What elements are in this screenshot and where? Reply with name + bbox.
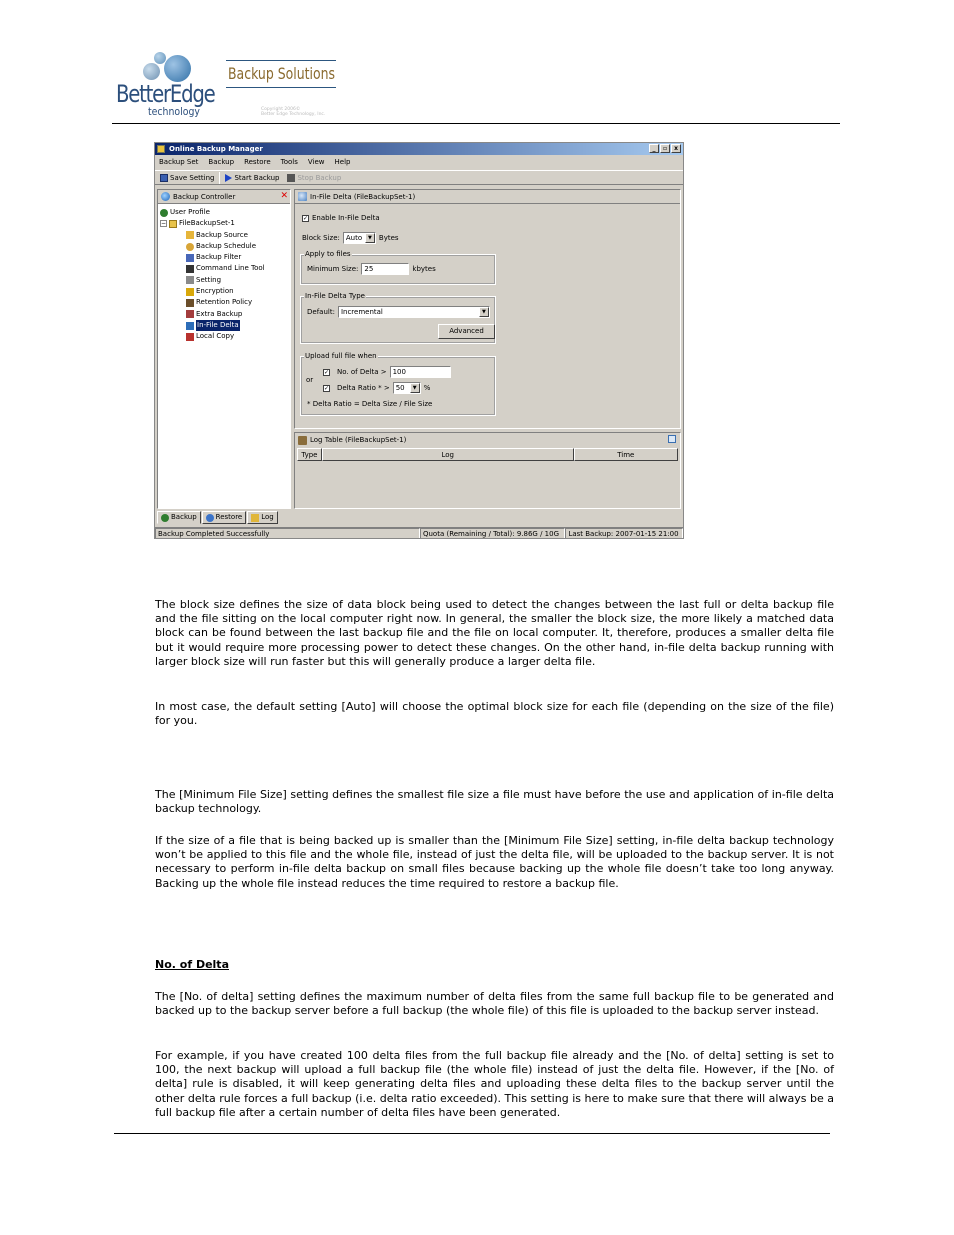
close-button[interactable]: x <box>671 144 681 153</box>
paragraph-default-auto: In most case, the default setting [Auto] will choose the optimal block size for each file (depending on the size of the file) for you. <box>155 700 834 728</box>
restore-tab-icon <box>206 514 214 522</box>
window-controls <box>649 144 681 153</box>
copyright: Copyright 2006© Better Edge Technology, Inc. <box>261 107 326 117</box>
upload-full-file-group: Upload full file when ✓ No. of Delta > 100 or ✓ Delta Ratio * > 50 ▼ % * Delta Ratio = Delta Size / File Size <box>300 356 496 416</box>
no-of-delta-checkbox[interactable]: ✓ <box>324 368 330 376</box>
toolbar <box>155 170 683 185</box>
bottom-tabs <box>157 511 278 524</box>
backup-manager-window <box>154 142 684 539</box>
column-header-type[interactable]: Type <box>297 448 322 461</box>
extra-backup-icon <box>186 310 194 318</box>
tree-item-filebackupset[interactable]: − FileBackupSet-1 <box>161 219 235 228</box>
folder-icon <box>169 220 177 228</box>
globe-icon <box>161 192 170 201</box>
tree-item-command-line-tool[interactable]: Command Line Tool <box>158 263 290 274</box>
panel-header <box>295 190 680 204</box>
command-line-icon <box>186 265 194 273</box>
status-last-backup: Last Backup: 2007-01-15 21:00 <box>565 528 683 539</box>
tree-item-extra-backup[interactable]: Extra Backup <box>158 309 290 320</box>
column-header-log[interactable]: Log <box>322 448 574 461</box>
paragraph-no-of-delta: The [No. of delta] setting defines the maximum number of delta files from the same full backup file to be generated and backed up to the backup server before a full backup (the whole file) of this file is uploaded to the backup server instead. <box>155 990 834 1018</box>
delta-ratio-checkbox[interactable]: ✓ <box>324 384 330 392</box>
panel-title: Backup Controller <box>173 192 236 201</box>
status-quota: Quota (Remaining / Total): 9.86G / 10G <box>420 528 565 539</box>
schedule-icon <box>186 243 194 251</box>
status-message: Backup Completed Successfully <box>155 528 420 539</box>
menu-backup-set[interactable]: Backup Set <box>159 158 199 166</box>
refresh-icon[interactable] <box>668 435 676 443</box>
user-icon <box>160 209 168 217</box>
paragraph-example: For example, if you have created 100 delta files from the full backup file already and the [No. of delta] setting is set to 100, the next backup will upload a full backup file (the whole file) instead of just the delta file. However, if the [No. of delta] rule is disabled, it will keep generating delta files and uploading these delta files to the backup server until the other delta rule forces a full backup (i.e. delta ratio exceeded). This setting is here to make sure that there will always be a full backup file after a certain number of delta files have been generated. <box>155 1049 834 1119</box>
block-size-row: Block Size: Auto ▼ Bytes <box>302 234 399 242</box>
encryption-icon <box>186 288 194 296</box>
chevron-down-icon: ▼ <box>479 307 489 317</box>
tree-item-in-file-delta[interactable]: In-File Delta <box>158 320 290 331</box>
menu-help[interactable]: Help <box>334 158 351 166</box>
menu-tools[interactable]: Tools <box>280 158 298 166</box>
company-logo <box>114 52 344 122</box>
stop-icon <box>287 174 295 182</box>
logo-dot-icon <box>164 55 191 82</box>
header-divider <box>112 123 840 124</box>
tree-item-setting[interactable]: Setting <box>158 275 290 286</box>
maximize-button[interactable]: ▫ <box>660 144 670 153</box>
menu-view[interactable]: View <box>307 158 325 166</box>
filter-icon <box>186 254 194 262</box>
or-label: or <box>306 376 314 384</box>
tab-backup[interactable]: Backup <box>157 511 201 524</box>
enable-delta-row: ✓ Enable In-File Delta <box>303 214 380 222</box>
tagline: Backup Solutions <box>228 64 336 83</box>
chevron-down-icon: ▼ <box>410 383 420 393</box>
close-panel-icon[interactable]: ✕ <box>280 191 288 201</box>
tree-item-retention-policy[interactable]: Retention Policy <box>158 297 290 308</box>
chevron-down-icon: ▼ <box>365 233 375 243</box>
paragraph-block-size: The block size defines the size of data block being used to detect the changes between the last full or delta backup file and the file sitting on the local computer right now. In general, the smaller the block size, the more likely a matched data block can be found between the last backup file and the file on local computer. It, therefore, produces a smaller delta file but it would require more processing power to detect these changes. On the other hand, in-file delta backup running with larger block size will run faster but this will generally produce a larger delta file. <box>155 598 834 668</box>
play-icon <box>225 174 232 182</box>
menu-backup[interactable]: Backup <box>208 158 235 166</box>
footer-divider <box>114 1133 830 1134</box>
section-heading-no-of-delta: No. of Delta <box>155 958 229 971</box>
start-backup-button[interactable]: Start Backup <box>222 171 282 184</box>
toolbar-separator <box>219 172 220 184</box>
settings-tree <box>158 204 290 343</box>
app-icon <box>157 145 165 153</box>
paragraph-small-files: If the size of a file that is being backed up is smaller than the [Minimum File Size] setting, in-file delta backup technology won’t be applied to this file and the whole file, instead of just the delta file, will be uploaded to the backup server. It is not necessary to perform in-file delta backup on small files because backing up the whole file doesn’t take too long anyway. Backing up the whole file instead reduces the time required to restore a backup file. <box>155 834 834 890</box>
delta-ratio-note: * Delta Ratio = Delta Size / File Size <box>307 400 433 408</box>
panel-title: Log Table (FileBackupSet-1) <box>310 436 407 444</box>
brand-name: BetterEdge <box>116 80 215 108</box>
setting-icon <box>186 276 194 284</box>
log-icon <box>298 436 307 445</box>
status-bar <box>155 527 683 539</box>
in-file-delta-panel <box>294 189 681 429</box>
retention-icon <box>186 299 194 307</box>
tagline-rule <box>226 60 336 61</box>
apply-to-files-group: Apply to files Minimum Size: 25 kbytes <box>300 254 496 285</box>
menu-bar <box>155 156 683 168</box>
log-table-header <box>297 448 678 462</box>
menu-restore[interactable]: Restore <box>244 158 271 166</box>
enable-delta-checkbox[interactable]: ✓ <box>303 214 309 222</box>
block-size-select[interactable]: Auto ▼ <box>343 232 376 244</box>
window-title: Online Backup Manager <box>169 145 263 153</box>
in-file-delta-icon <box>186 322 194 330</box>
in-file-delta-type-group: In-File Delta Type Default: Incremental ▼ Advanced <box>300 296 496 344</box>
paragraph-minimum-size: The [Minimum File Size] setting defines the smallest file size a file must have before the use and application of in-file delta backup technology. <box>155 788 834 816</box>
advanced-button[interactable]: Advanced <box>438 324 495 339</box>
delta-icon <box>298 192 307 201</box>
backup-controller-panel <box>157 189 291 509</box>
tree-item-backup-filter[interactable]: Backup Filter <box>158 252 290 263</box>
backup-source-icon <box>186 231 194 239</box>
save-icon <box>160 174 168 182</box>
delta-type-select[interactable]: Incremental ▼ <box>338 306 490 318</box>
window-titlebar <box>155 143 683 155</box>
tagline-rule <box>226 87 336 88</box>
minimize-button[interactable]: _ <box>649 144 659 153</box>
panel-title: In-File Delta (FileBackupSet-1) <box>310 192 416 201</box>
brand-sub: technology <box>148 105 200 118</box>
log-tab-icon <box>251 514 259 522</box>
tree-item-backup-source[interactable]: Backup Source <box>158 230 290 241</box>
delta-ratio-select[interactable]: 50 ▼ <box>393 382 421 394</box>
local-copy-icon <box>186 333 194 341</box>
no-of-delta-input[interactable]: 100 <box>390 366 451 378</box>
tab-restore[interactable]: Restore <box>202 511 247 524</box>
tree-item-backup-schedule[interactable]: Backup Schedule <box>158 241 290 252</box>
stop-backup-button[interactable]: Stop Backup <box>284 171 344 184</box>
panel-header <box>295 433 680 447</box>
collapse-icon[interactable]: − <box>161 220 167 228</box>
minimum-size-input[interactable]: 25 <box>361 263 409 275</box>
log-table-panel <box>294 432 681 509</box>
logo-dot-icon <box>143 63 160 80</box>
backup-tab-icon <box>161 514 169 522</box>
column-header-time[interactable]: Time <box>574 448 678 461</box>
panel-header <box>158 190 290 204</box>
tree-item-user-profile[interactable]: User Profile <box>158 207 290 218</box>
save-setting-button[interactable]: Save Setting <box>157 171 217 184</box>
tab-log[interactable]: Log <box>247 511 278 524</box>
tree-item-encryption[interactable]: Encryption <box>158 286 290 297</box>
tree-item-local-copy[interactable]: Local Copy <box>158 331 290 342</box>
